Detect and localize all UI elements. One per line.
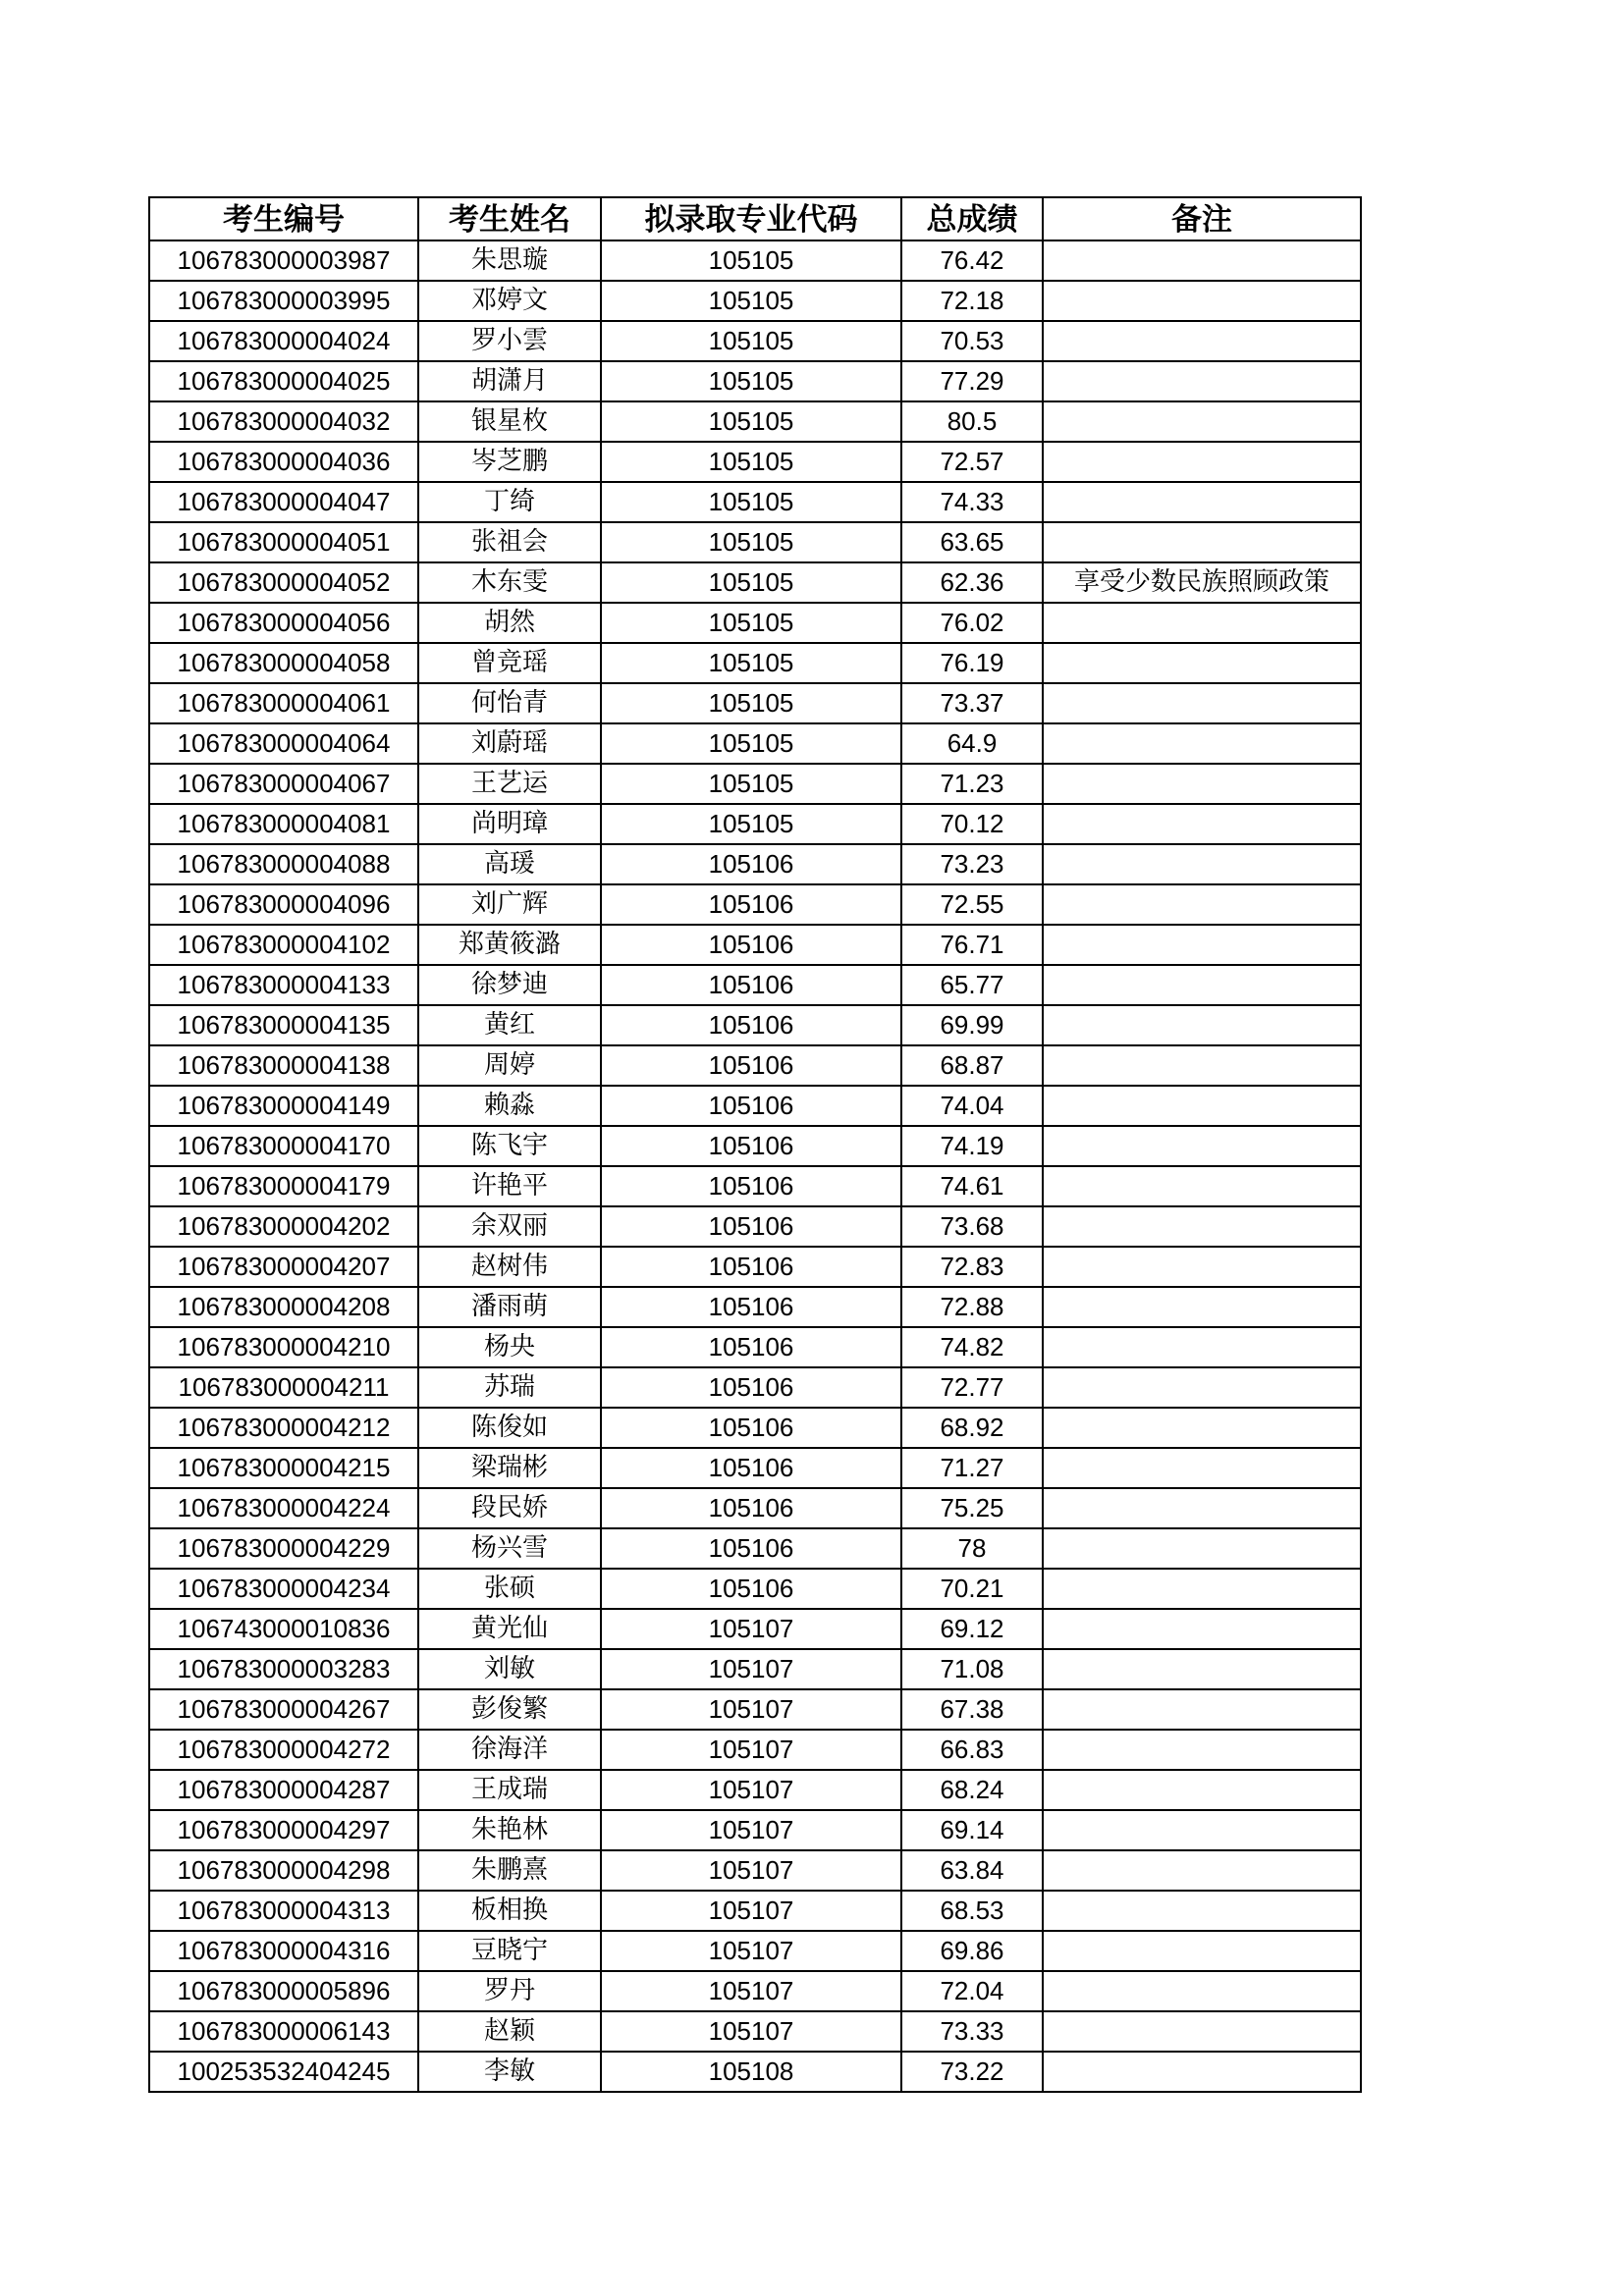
candidate-name-cell: 潘雨萌 (418, 1287, 601, 1327)
table-row (149, 1528, 1361, 1569)
candidate-name-cell: 何怡青 (418, 683, 601, 723)
candidate-id-cell: 100253532404245 (149, 2052, 418, 2092)
total-score-cell: 66.83 (901, 1730, 1043, 1770)
candidate-id-cell: 106783000004234 (149, 1569, 418, 1609)
table-row (149, 1971, 1361, 2011)
total-score-cell: 65.77 (901, 965, 1043, 1005)
table-row (149, 361, 1361, 401)
total-score-cell: 72.55 (901, 884, 1043, 925)
major-code-cell: 105107 (601, 1931, 901, 1971)
table-row (149, 1086, 1361, 1126)
table-row (149, 683, 1361, 723)
remarks-cell (1043, 1971, 1361, 2011)
header-remarks: 备注 (1043, 197, 1361, 240)
major-code-cell: 105106 (601, 1287, 901, 1327)
candidate-id-cell: 106783000004032 (149, 401, 418, 442)
candidate-name-cell: 段民娇 (418, 1488, 601, 1528)
candidate-id-cell: 106783000004267 (149, 1689, 418, 1730)
total-score-cell: 70.53 (901, 321, 1043, 361)
table-row (149, 1891, 1361, 1931)
remarks-cell (1043, 925, 1361, 965)
table-row (149, 1569, 1361, 1609)
remarks-cell (1043, 1931, 1361, 1971)
major-code-cell: 105105 (601, 401, 901, 442)
candidate-id-cell: 106783000004298 (149, 1850, 418, 1891)
major-code-cell: 105107 (601, 2011, 901, 2052)
table-row (149, 2011, 1361, 2052)
major-code-cell: 105106 (601, 1005, 901, 1045)
table-row (149, 1166, 1361, 1206)
candidate-id-cell: 106783000004088 (149, 844, 418, 884)
major-code-cell: 105105 (601, 482, 901, 522)
major-code-cell: 105106 (601, 1528, 901, 1569)
candidate-id-cell: 106783000005896 (149, 1971, 418, 2011)
major-code-cell: 105107 (601, 1850, 901, 1891)
major-code-cell: 105105 (601, 643, 901, 683)
candidate-id-cell: 106783000004215 (149, 1448, 418, 1488)
remarks-cell (1043, 884, 1361, 925)
major-code-cell: 105106 (601, 1569, 901, 1609)
candidate-name-cell: 朱思璇 (418, 240, 601, 281)
candidate-name-cell: 梁瑞彬 (418, 1448, 601, 1488)
table-row (149, 1649, 1361, 1689)
major-code-cell: 105106 (601, 965, 901, 1005)
table-row (149, 1609, 1361, 1649)
candidate-id-cell: 106783000004316 (149, 1931, 418, 1971)
major-code-cell: 105105 (601, 603, 901, 643)
total-score-cell: 70.21 (901, 1569, 1043, 1609)
major-code-cell: 105105 (601, 442, 901, 482)
candidate-name-cell: 苏瑞 (418, 1367, 601, 1408)
candidate-name-cell: 郑黄筱潞 (418, 925, 601, 965)
total-score-cell: 76.71 (901, 925, 1043, 965)
table-row (149, 884, 1361, 925)
candidate-name-cell: 胡然 (418, 603, 601, 643)
candidate-id-cell: 106783000003283 (149, 1649, 418, 1689)
candidate-id-cell: 106783000004081 (149, 804, 418, 844)
table-row (149, 1770, 1361, 1810)
major-code-cell: 105106 (601, 1367, 901, 1408)
candidate-id-cell: 106783000004272 (149, 1730, 418, 1770)
remarks-cell (1043, 1689, 1361, 1730)
total-score-cell: 72.18 (901, 281, 1043, 321)
total-score-cell: 62.36 (901, 562, 1043, 603)
major-code-cell: 105106 (601, 1126, 901, 1166)
candidate-name-cell: 杨央 (418, 1327, 601, 1367)
remarks-cell (1043, 2052, 1361, 2092)
candidate-name-cell: 陈飞宇 (418, 1126, 601, 1166)
remarks-cell (1043, 1609, 1361, 1649)
candidate-name-cell: 朱艳林 (418, 1810, 601, 1850)
candidate-name-cell: 彭俊繁 (418, 1689, 601, 1730)
total-score-cell: 64.9 (901, 723, 1043, 764)
candidate-name-cell: 木东雯 (418, 562, 601, 603)
candidate-name-cell: 余双丽 (418, 1206, 601, 1247)
remarks-cell (1043, 1247, 1361, 1287)
table-row (149, 1247, 1361, 1287)
candidate-name-cell: 黄红 (418, 1005, 601, 1045)
table-row (149, 240, 1361, 281)
table-row (149, 1126, 1361, 1166)
total-score-cell: 68.92 (901, 1408, 1043, 1448)
table-row (149, 1488, 1361, 1528)
candidate-id-cell: 106783000004208 (149, 1287, 418, 1327)
candidate-name-cell: 杨兴雪 (418, 1528, 601, 1569)
remarks-cell (1043, 844, 1361, 884)
candidate-name-cell: 张硕 (418, 1569, 601, 1609)
candidate-name-cell: 板相换 (418, 1891, 601, 1931)
candidate-id-cell: 106783000004036 (149, 442, 418, 482)
candidate-id-cell: 106783000004287 (149, 1770, 418, 1810)
total-score-cell: 63.65 (901, 522, 1043, 562)
major-code-cell: 105107 (601, 1971, 901, 2011)
candidate-id-cell: 106783000004212 (149, 1408, 418, 1448)
candidate-name-cell: 赖淼 (418, 1086, 601, 1126)
table-row (149, 1408, 1361, 1448)
candidate-name-cell: 陈俊如 (418, 1408, 601, 1448)
total-score-cell: 72.83 (901, 1247, 1043, 1287)
major-code-cell: 105107 (601, 1609, 901, 1649)
total-score-cell: 74.33 (901, 482, 1043, 522)
major-code-cell: 105105 (601, 281, 901, 321)
major-code-cell: 105106 (601, 1166, 901, 1206)
table-row (149, 1367, 1361, 1408)
candidate-id-cell: 106783000003987 (149, 240, 418, 281)
candidate-id-cell: 106783000006143 (149, 2011, 418, 2052)
remarks-cell (1043, 240, 1361, 281)
candidate-id-cell: 106783000004047 (149, 482, 418, 522)
table-row (149, 442, 1361, 482)
major-code-cell: 105107 (601, 1770, 901, 1810)
major-code-cell: 105107 (601, 1730, 901, 1770)
candidate-name-cell: 银星枚 (418, 401, 601, 442)
total-score-cell: 76.02 (901, 603, 1043, 643)
candidate-id-cell: 106783000004051 (149, 522, 418, 562)
major-code-cell: 105106 (601, 1488, 901, 1528)
remarks-cell (1043, 321, 1361, 361)
candidate-id-cell: 106783000004096 (149, 884, 418, 925)
table-row (149, 1931, 1361, 1971)
table-row (149, 1287, 1361, 1327)
remarks-cell (1043, 1810, 1361, 1850)
table-row (149, 1206, 1361, 1247)
remarks-cell (1043, 1005, 1361, 1045)
admission-list-sheet (148, 196, 1362, 2093)
total-score-cell: 70.12 (901, 804, 1043, 844)
candidate-name-cell: 赵树伟 (418, 1247, 601, 1287)
table-row (149, 1327, 1361, 1367)
remarks-cell (1043, 482, 1361, 522)
total-score-cell: 69.86 (901, 1931, 1043, 1971)
remarks-cell: 享受少数民族照顾政策 (1043, 562, 1361, 603)
major-code-cell: 105107 (601, 1810, 901, 1850)
total-score-cell: 75.25 (901, 1488, 1043, 1528)
total-score-cell: 73.22 (901, 2052, 1043, 2092)
table-row (149, 804, 1361, 844)
total-score-cell: 77.29 (901, 361, 1043, 401)
header-major-code: 拟录取专业代码 (601, 197, 901, 240)
table-row (149, 2052, 1361, 2092)
total-score-cell: 68.53 (901, 1891, 1043, 1931)
total-score-cell: 76.42 (901, 240, 1043, 281)
major-code-cell: 105107 (601, 1891, 901, 1931)
remarks-cell (1043, 1528, 1361, 1569)
total-score-cell: 69.99 (901, 1005, 1043, 1045)
table-row (149, 1850, 1361, 1891)
candidate-id-cell: 106783000004229 (149, 1528, 418, 1569)
remarks-cell (1043, 1770, 1361, 1810)
candidate-id-cell: 106783000004056 (149, 603, 418, 643)
major-code-cell: 105105 (601, 683, 901, 723)
candidate-id-cell: 106783000004297 (149, 1810, 418, 1850)
total-score-cell: 72.88 (901, 1287, 1043, 1327)
candidate-id-cell: 106783000004067 (149, 764, 418, 804)
candidate-name-cell: 许艳平 (418, 1166, 601, 1206)
major-code-cell: 105106 (601, 1045, 901, 1086)
remarks-cell (1043, 281, 1361, 321)
remarks-cell (1043, 1206, 1361, 1247)
major-code-cell: 105105 (601, 240, 901, 281)
candidate-name-cell: 胡潇月 (418, 361, 601, 401)
remarks-cell (1043, 1126, 1361, 1166)
total-score-cell: 73.23 (901, 844, 1043, 884)
candidate-id-cell: 106783000004025 (149, 361, 418, 401)
candidate-name-cell: 罗小雲 (418, 321, 601, 361)
remarks-cell (1043, 965, 1361, 1005)
remarks-cell (1043, 401, 1361, 442)
candidate-name-cell: 徐梦迪 (418, 965, 601, 1005)
total-score-cell: 76.19 (901, 643, 1043, 683)
candidate-name-cell: 张祖会 (418, 522, 601, 562)
table-row (149, 723, 1361, 764)
candidate-name-cell: 罗丹 (418, 1971, 601, 2011)
major-code-cell: 105106 (601, 1448, 901, 1488)
remarks-cell (1043, 1408, 1361, 1448)
total-score-cell: 69.12 (901, 1609, 1043, 1649)
remarks-cell (1043, 603, 1361, 643)
major-code-cell: 105107 (601, 1689, 901, 1730)
header-candidate-id: 考生编号 (149, 197, 418, 240)
remarks-cell (1043, 1488, 1361, 1528)
remarks-cell (1043, 1367, 1361, 1408)
total-score-cell: 68.24 (901, 1770, 1043, 1810)
major-code-cell: 105106 (601, 1086, 901, 1126)
table-row (149, 603, 1361, 643)
candidate-id-cell: 106783000004313 (149, 1891, 418, 1931)
remarks-cell (1043, 1287, 1361, 1327)
major-code-cell: 105106 (601, 844, 901, 884)
major-code-cell: 105106 (601, 1408, 901, 1448)
table-row (149, 1730, 1361, 1770)
major-code-cell: 105105 (601, 321, 901, 361)
candidate-name-cell: 丁绮 (418, 482, 601, 522)
admission-table (148, 196, 1362, 2093)
table-row (149, 482, 1361, 522)
candidate-name-cell: 岑芝鹏 (418, 442, 601, 482)
major-code-cell: 105105 (601, 361, 901, 401)
total-score-cell: 74.19 (901, 1126, 1043, 1166)
table-row (149, 522, 1361, 562)
candidate-id-cell: 106783000004061 (149, 683, 418, 723)
total-score-cell: 74.82 (901, 1327, 1043, 1367)
major-code-cell: 105107 (601, 1649, 901, 1689)
candidate-name-cell: 王成瑞 (418, 1770, 601, 1810)
remarks-cell (1043, 1086, 1361, 1126)
remarks-cell (1043, 764, 1361, 804)
remarks-cell (1043, 442, 1361, 482)
major-code-cell: 105106 (601, 884, 901, 925)
candidate-id-cell: 106783000004149 (149, 1086, 418, 1126)
candidate-id-cell: 106783000004210 (149, 1327, 418, 1367)
total-score-cell: 63.84 (901, 1850, 1043, 1891)
table-row (149, 1045, 1361, 1086)
total-score-cell: 73.33 (901, 2011, 1043, 2052)
total-score-cell: 68.87 (901, 1045, 1043, 1086)
candidate-id-cell: 106783000004064 (149, 723, 418, 764)
candidate-name-cell: 尚明璋 (418, 804, 601, 844)
candidate-name-cell: 豆晓宁 (418, 1931, 601, 1971)
table-row (149, 643, 1361, 683)
total-score-cell: 72.04 (901, 1971, 1043, 2011)
table-row (149, 1689, 1361, 1730)
major-code-cell: 105105 (601, 723, 901, 764)
total-score-cell: 74.61 (901, 1166, 1043, 1206)
table-row (149, 764, 1361, 804)
candidate-id-cell: 106783000004135 (149, 1005, 418, 1045)
remarks-cell (1043, 2011, 1361, 2052)
candidate-name-cell: 李敏 (418, 2052, 601, 2092)
candidate-id-cell: 106783000004052 (149, 562, 418, 603)
candidate-name-cell: 刘广辉 (418, 884, 601, 925)
candidate-id-cell: 106783000003995 (149, 281, 418, 321)
candidate-id-cell: 106783000004138 (149, 1045, 418, 1086)
major-code-cell: 105106 (601, 1327, 901, 1367)
candidate-name-cell: 赵颖 (418, 2011, 601, 2052)
major-code-cell: 105108 (601, 2052, 901, 2092)
table-header-row (149, 197, 1361, 240)
total-score-cell: 71.23 (901, 764, 1043, 804)
total-score-cell: 67.38 (901, 1689, 1043, 1730)
candidate-name-cell: 黄光仙 (418, 1609, 601, 1649)
candidate-name-cell: 曾竞瑶 (418, 643, 601, 683)
candidate-name-cell: 王艺运 (418, 764, 601, 804)
total-score-cell: 69.14 (901, 1810, 1043, 1850)
candidate-id-cell: 106783000004202 (149, 1206, 418, 1247)
remarks-cell (1043, 1166, 1361, 1206)
candidate-id-cell: 106783000004211 (149, 1367, 418, 1408)
remarks-cell (1043, 1327, 1361, 1367)
header-candidate-name: 考生姓名 (418, 197, 601, 240)
table-body (149, 240, 1361, 2092)
major-code-cell: 105106 (601, 925, 901, 965)
header-total-score: 总成绩 (901, 197, 1043, 240)
total-score-cell: 73.68 (901, 1206, 1043, 1247)
table-row (149, 401, 1361, 442)
candidate-name-cell: 刘敏 (418, 1649, 601, 1689)
candidate-name-cell: 周婷 (418, 1045, 601, 1086)
remarks-cell (1043, 1569, 1361, 1609)
major-code-cell: 105105 (601, 562, 901, 603)
remarks-cell (1043, 1649, 1361, 1689)
remarks-cell (1043, 804, 1361, 844)
total-score-cell: 72.57 (901, 442, 1043, 482)
candidate-id-cell: 106783000004207 (149, 1247, 418, 1287)
table-row (149, 1810, 1361, 1850)
candidate-id-cell: 106783000004170 (149, 1126, 418, 1166)
remarks-cell (1043, 522, 1361, 562)
candidate-name-cell: 徐海洋 (418, 1730, 601, 1770)
total-score-cell: 78 (901, 1528, 1043, 1569)
candidate-name-cell: 朱鹏熹 (418, 1850, 601, 1891)
total-score-cell: 80.5 (901, 401, 1043, 442)
major-code-cell: 105106 (601, 1247, 901, 1287)
table-row (149, 844, 1361, 884)
table-row (149, 321, 1361, 361)
remarks-cell (1043, 361, 1361, 401)
table-row (149, 965, 1361, 1005)
candidate-name-cell: 刘蔚瑶 (418, 723, 601, 764)
candidate-id-cell: 106743000010836 (149, 1609, 418, 1649)
total-score-cell: 71.08 (901, 1649, 1043, 1689)
remarks-cell (1043, 1891, 1361, 1931)
remarks-cell (1043, 1045, 1361, 1086)
total-score-cell: 74.04 (901, 1086, 1043, 1126)
remarks-cell (1043, 1850, 1361, 1891)
major-code-cell: 105106 (601, 1206, 901, 1247)
remarks-cell (1043, 683, 1361, 723)
candidate-name-cell: 高瑗 (418, 844, 601, 884)
major-code-cell: 105105 (601, 804, 901, 844)
candidate-name-cell: 邓婷文 (418, 281, 601, 321)
remarks-cell (1043, 723, 1361, 764)
major-code-cell: 105105 (601, 522, 901, 562)
candidate-id-cell: 106783000004102 (149, 925, 418, 965)
candidate-id-cell: 106783000004179 (149, 1166, 418, 1206)
candidate-id-cell: 106783000004058 (149, 643, 418, 683)
candidate-id-cell: 106783000004024 (149, 321, 418, 361)
candidate-id-cell: 106783000004224 (149, 1488, 418, 1528)
table-row (149, 925, 1361, 965)
total-score-cell: 73.37 (901, 683, 1043, 723)
table-row (149, 1005, 1361, 1045)
table-row (149, 1448, 1361, 1488)
candidate-id-cell: 106783000004133 (149, 965, 418, 1005)
remarks-cell (1043, 1448, 1361, 1488)
remarks-cell (1043, 643, 1361, 683)
remarks-cell (1043, 1730, 1361, 1770)
total-score-cell: 71.27 (901, 1448, 1043, 1488)
major-code-cell: 105105 (601, 764, 901, 804)
total-score-cell: 72.77 (901, 1367, 1043, 1408)
table-row (149, 281, 1361, 321)
table-row (149, 562, 1361, 603)
